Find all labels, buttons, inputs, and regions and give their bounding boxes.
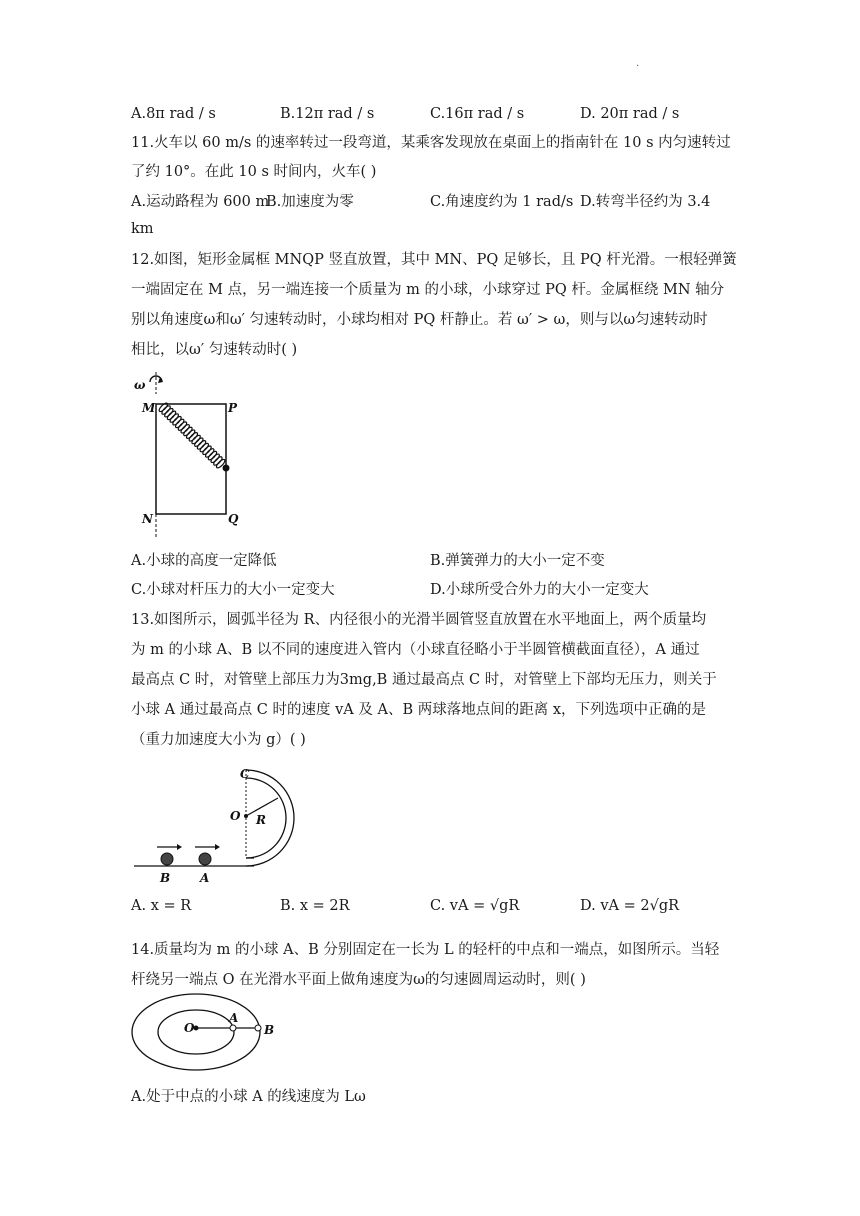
q13-label-B: B — [160, 871, 171, 885]
q11-option-b: B.加速度为零 — [266, 194, 354, 210]
q12-option-c: C.小球对杆压力的大小一定变大 — [131, 582, 335, 598]
q10-option-b: B.12π rad / s — [280, 106, 375, 122]
q14-figure-rotating-rod — [130, 990, 300, 1080]
spring-coil — [158, 402, 226, 469]
ball-A — [230, 1025, 236, 1031]
q14-stem-line-2: 杆绕另一端点 O 在光滑水平面上做角速度为ω的匀速圆周运动时，则( ) — [131, 972, 586, 988]
q13-stem-line-2: 为 m 的小球 A、B 以不同的速度进入管内（小球直径略小于半圆管横截面直径），A 通过 — [131, 642, 700, 658]
q11-option-d-wrap: km — [131, 221, 154, 237]
q13-option-b: B. x = 2R — [280, 898, 350, 914]
q13-stem-line-4: 小球 A 通过最高点 C 时的速度 vA 及 A、B 两球落地点间的距离 x，下列选项中正确的是 — [131, 702, 707, 718]
q13-label-O: O — [230, 809, 241, 823]
q13-stem-line-1: 13.如图所示，圆弧半径为 R、内径很小的光滑半圆管竖直放置在水平地面上，两个质量均 — [131, 612, 707, 628]
q13-option-c: C. vA = √gR — [430, 898, 520, 914]
q12-stem-line-3: 别以角速度ω和ω′ 匀速转动时，小球均相对 PQ 杆静止。若 ω′ > ω，则与以ω匀速转动时 — [131, 312, 708, 328]
q12-stem-line-4: 相比，以ω′ 匀速转动时( ) — [131, 342, 298, 358]
q14-label-A: A — [229, 1011, 239, 1025]
q11-stem-line-1: 11.火车以 60 m/s 的速率转过一段弯道，某乘客发现放在桌面上的指南针在 10 s 内匀速转过 — [131, 135, 731, 151]
q14-label-O: O — [184, 1021, 195, 1035]
q11-option-d: D.转弯半径约为 3.4 — [580, 194, 711, 210]
q13-label-R: R — [256, 813, 266, 827]
q14-stem-line-1: 14.质量均为 m 的小球 A、B 分别固定在一长为 L 的轻杆的中点和一端点，如图所示。当轻 — [131, 942, 720, 958]
q12-figure-rotating-frame — [130, 368, 260, 540]
q13-stem-line-5: （重力加速度大小为 g）( ) — [131, 732, 306, 748]
q10-option-d: D. 20π rad / s — [580, 106, 680, 122]
ball-B — [161, 853, 173, 865]
q12-label-omega: ω — [134, 378, 146, 392]
q13-label-C: C — [240, 767, 250, 781]
page-mark: . — [636, 58, 640, 69]
q12-label-Q: Q — [228, 512, 239, 526]
q11-stem-line-2: 了约 10°。在此 10 s 时间内，火车( ) — [131, 164, 377, 180]
q12-label-M: M — [142, 401, 156, 415]
q12-option-d: D.小球所受合外力的大小一定变大 — [430, 582, 649, 598]
q13-stem-line-3: 最高点 C 时，对管壁上部压力为3mg,B 通过最高点 C 时，对管壁上下部均无压力，则关于 — [131, 672, 717, 688]
q12-label-N: N — [142, 512, 153, 526]
outer-circle-path — [132, 994, 260, 1070]
metal-frame — [156, 404, 226, 514]
q12-option-b: B.弹簧弹力的大小一定不变 — [430, 553, 605, 569]
ball-A — [199, 853, 211, 865]
q14-option-a: A.处于中点的小球 A 的线速度为 Lω — [131, 1089, 366, 1105]
q12-option-a: A.小球的高度一定降低 — [131, 553, 277, 569]
ball-B — [255, 1025, 261, 1031]
q13-option-d: D. vA = 2√gR — [580, 898, 680, 914]
q11-option-a: A.运动路程为 600 m — [131, 194, 270, 210]
outer-tube-arc — [246, 770, 294, 866]
q13-option-a: A. x = R — [131, 898, 192, 914]
q14-label-B: B — [264, 1023, 275, 1037]
q13-label-A: A — [200, 871, 210, 885]
q12-stem-line-1: 12.如图，矩形金属框 MNQP 竖直放置，其中 MN、PQ 足够长，且 PQ 杆光滑。一根轻弹簧 — [131, 252, 737, 268]
q10-option-c: C.16π rad / s — [430, 106, 525, 122]
q10-option-a: A.8π rad / s — [131, 106, 216, 122]
inner-tube-arc — [246, 778, 286, 858]
q11-option-c: C.角速度约为 1 rad/s — [430, 194, 574, 210]
ball — [223, 465, 230, 472]
q12-stem-line-2: 一端固定在 M 点，另一端连接一个质量为 m 的小球，小球穿过 PQ 杆。金属框绕 MN 轴分 — [131, 282, 725, 298]
inner-circle-path — [158, 1010, 234, 1054]
q13-figure-semicircle-tube — [130, 758, 330, 886]
q12-label-P: P — [228, 401, 238, 415]
